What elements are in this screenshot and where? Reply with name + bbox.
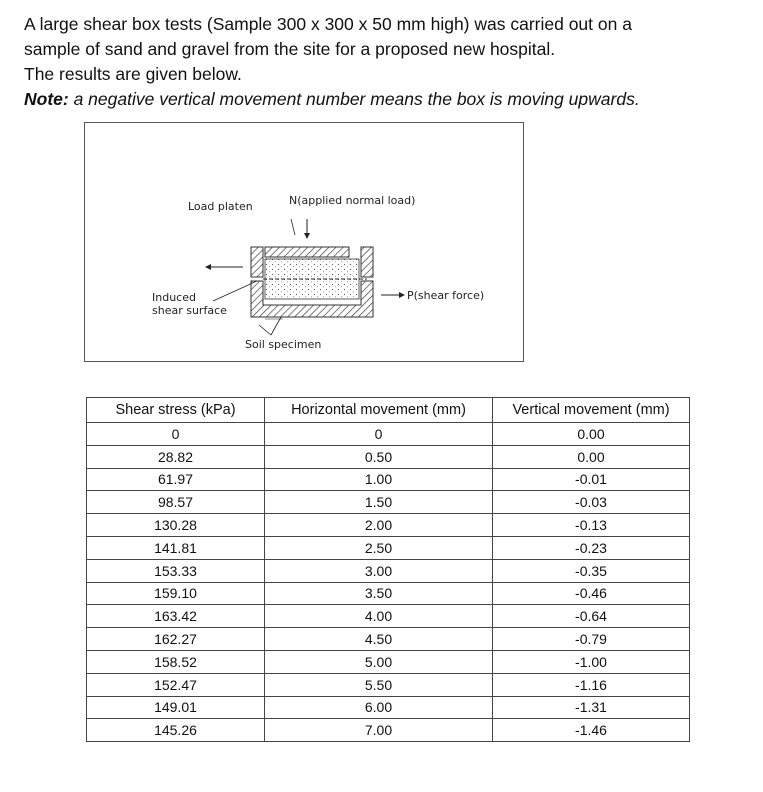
cell-vertical-movement: 0.00 (493, 445, 690, 468)
table-row (87, 719, 690, 742)
cell-horizontal-movement: 4.00 (265, 605, 493, 628)
header-shear-stress: Shear stress (kPa) (87, 398, 265, 423)
table-header-row (87, 398, 690, 423)
table-body (87, 423, 690, 742)
table-row (87, 514, 690, 537)
table-row (87, 491, 690, 514)
cell-shear-stress: 141.81 (87, 536, 265, 559)
note (24, 87, 754, 112)
cell-shear-stress: 152.47 (87, 673, 265, 696)
upper-box-left-wall (251, 247, 263, 277)
cell-horizontal-movement: 4.50 (265, 628, 493, 651)
cell-horizontal-movement: 1.50 (265, 491, 493, 514)
cell-horizontal-movement: 5.50 (265, 673, 493, 696)
cell-shear-stress: 61.97 (87, 468, 265, 491)
table-row (87, 423, 690, 446)
table-row (87, 445, 690, 468)
cell-vertical-movement: 0.00 (493, 423, 690, 446)
cell-shear-stress: 0 (87, 423, 265, 446)
table-row (87, 468, 690, 491)
upper-box-right-wall (361, 247, 373, 277)
cell-vertical-movement: -0.64 (493, 605, 690, 628)
cell-vertical-movement: -1.31 (493, 696, 690, 719)
intro-line-3: The results are given below. (24, 64, 242, 84)
cell-vertical-movement: -0.79 (493, 628, 690, 651)
note-label: Note: (24, 89, 69, 109)
shear-box-diagram (84, 122, 524, 362)
table-row (87, 628, 690, 651)
cell-horizontal-movement: 3.00 (265, 559, 493, 582)
note-text: a negative vertical movement number means the box is moving upwards. (68, 89, 640, 109)
cell-shear-stress: 158.52 (87, 650, 265, 673)
cell-vertical-movement: -0.01 (493, 468, 690, 491)
problem-statement (24, 12, 754, 112)
load-platen (265, 247, 349, 257)
soil-specimen-label: Soil specimen (245, 338, 322, 351)
header-horizontal-movement: Horizontal movement (mm) (265, 398, 493, 423)
results-table (86, 397, 690, 742)
table-row (87, 559, 690, 582)
cell-vertical-movement: -1.46 (493, 719, 690, 742)
cell-horizontal-movement: 1.00 (265, 468, 493, 491)
table-row (87, 536, 690, 559)
cell-horizontal-movement: 6.00 (265, 696, 493, 719)
cell-vertical-movement: -0.46 (493, 582, 690, 605)
cell-vertical-movement: -0.03 (493, 491, 690, 514)
table-row (87, 696, 690, 719)
cell-shear-stress: 162.27 (87, 628, 265, 651)
table-row (87, 582, 690, 605)
cell-horizontal-movement: 0.50 (265, 445, 493, 468)
table-row (87, 605, 690, 628)
cell-vertical-movement: -1.16 (493, 673, 690, 696)
cell-shear-stress: 149.01 (87, 696, 265, 719)
table-row (87, 673, 690, 696)
shear-force-label: P(shear force) (407, 289, 485, 302)
shear-surface-label: shear surface (152, 304, 227, 317)
intro-line-2: sample of sand and gravel from the site for a proposed new hospital. (24, 39, 556, 59)
cell-horizontal-movement: 2.50 (265, 536, 493, 559)
induced-label: Induced (152, 291, 196, 304)
cell-shear-stress: 98.57 (87, 491, 265, 514)
cell-shear-stress: 153.33 (87, 559, 265, 582)
cell-shear-stress: 145.26 (87, 719, 265, 742)
cell-vertical-movement: -1.00 (493, 650, 690, 673)
load-platen-label: Load platen (188, 200, 253, 213)
normal-load-label: N(applied normal load) (289, 194, 416, 207)
cell-vertical-movement: -0.13 (493, 514, 690, 537)
cell-shear-stress: 159.10 (87, 582, 265, 605)
cell-shear-stress: 28.82 (87, 445, 265, 468)
table-row (87, 650, 690, 673)
header-vertical-movement: Vertical movement (mm) (493, 398, 690, 423)
cell-vertical-movement: -0.35 (493, 559, 690, 582)
cell-horizontal-movement: 3.50 (265, 582, 493, 605)
cell-shear-stress: 130.28 (87, 514, 265, 537)
cell-horizontal-movement: 7.00 (265, 719, 493, 742)
intro-line-1: A large shear box tests (Sample 300 x 300 x 50 mm high) was carried out on a (24, 14, 632, 34)
cell-shear-stress: 163.42 (87, 605, 265, 628)
shear-box-drawing (85, 123, 523, 361)
cell-horizontal-movement: 0 (265, 423, 493, 446)
cell-vertical-movement: -0.23 (493, 536, 690, 559)
cell-horizontal-movement: 5.00 (265, 650, 493, 673)
cell-horizontal-movement: 2.00 (265, 514, 493, 537)
